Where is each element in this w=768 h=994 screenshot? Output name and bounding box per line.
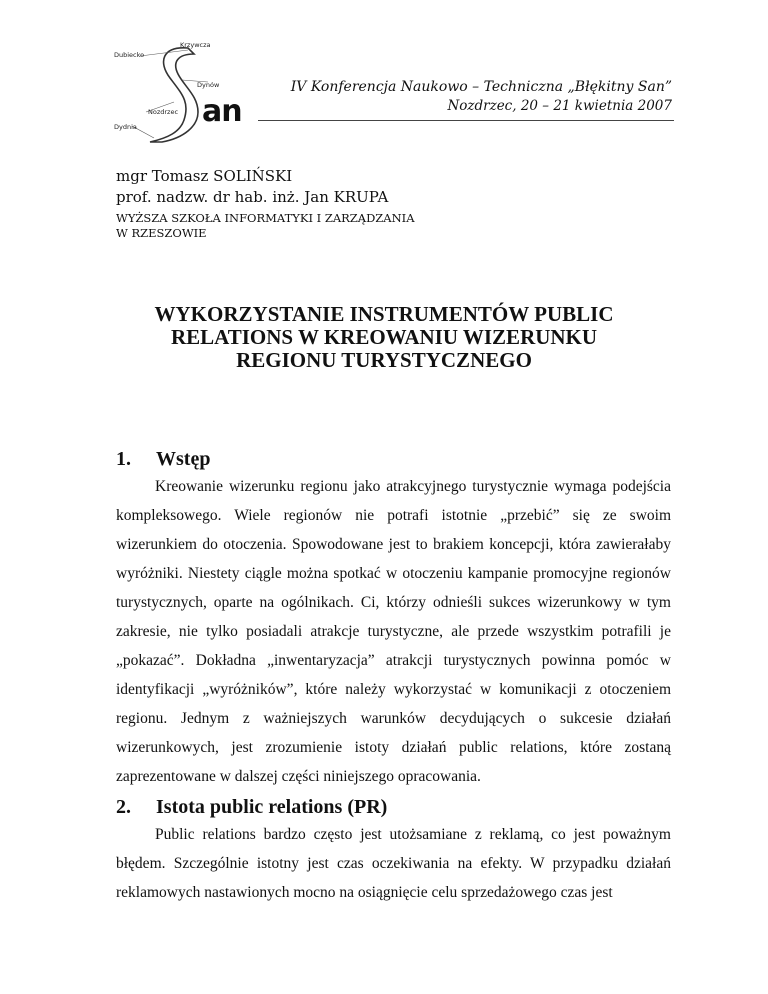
logo-wordmark: an: [202, 94, 242, 129]
conference-place-date: Nozdrzec, 20 – 21 kwietnia 2007: [447, 98, 672, 114]
section-number: 1.: [116, 448, 131, 470]
section-paragraph: Kreowanie wizerunku regionu jako atrakcyjnego turystycznie wymaga podejścia kompleksowego. Wiele regionów nie potrafi istotnie „przebić” się ze swoim wizerunkiem do otoczenia. Spowodowane jest to brakiem koncepcji, która zawierałaby wyróżniki. Niestety ciągle można spotkać w otoczeniu kampanie promocyjne regionów turystycznych, oparte na ogólnikach. Ci, którzy odnieśli sukces wizerunkowy w tym zakresie, nie tylko posiadali atrakcje turystyczne, ale przede wszystkim potrafili je „pokazać”. Dokładna „inwentaryzacja” atrakcji turystycznych powinna pomóc w identyfikacji „wyróżników”, które należy wykorzystać w komunikacji z otoczeniem regionu. Jednym z ważniejszych warunków decydujących o sukcesie działań wizerunkowych, jest zrozumienie istoty działań public relations, które zostaną zaprezentowane w dalszej części niniejszego opracowania.: [116, 478, 671, 785]
paper-title: [116, 303, 652, 372]
title-line: RELATIONS W KREOWANIU WIZERUNKU: [170, 325, 598, 349]
title-line: REGIONU TURYSTYCZNEGO: [236, 348, 532, 372]
logo-town-label: Dynów: [197, 81, 220, 89]
section-number: 2.: [116, 796, 131, 818]
logo-town-label: Dubiecko: [114, 51, 145, 59]
section-title: Wstęp: [156, 448, 211, 470]
conference-title: IV Konferencja Naukowo – Techniczna „Błękitny San”: [290, 79, 672, 95]
conference-logo: [110, 40, 250, 150]
section-heading: [116, 796, 387, 819]
title-line: WYKORZYSTANIE INSTRUMENTÓW PUBLIC: [154, 302, 614, 326]
logo-town-label: Krzywcza: [180, 41, 211, 49]
institution-line: WYŻSZA SZKOŁA INFORMATYKI I ZARZĄDZANIA: [116, 211, 415, 225]
section-paragraph: Public relations bardzo często jest utożsamiane z reklamą, co jest poważnym błędem. Szczególnie istotny jest czas oczekiwania na efekty. W przypadku działań reklamowych nastawionych mocno na osiągnięcie celu sprzedażowego czas jest: [116, 826, 671, 901]
author-name: mgr Tomasz SOLIŃSKI: [116, 167, 293, 185]
author-name: prof. nadzw. dr hab. inż. Jan KRUPA: [116, 188, 389, 206]
logo-town-label: Dydnia: [114, 123, 137, 131]
header-divider: [258, 120, 674, 121]
author-list: [116, 166, 388, 208]
logo-town-label: Nozdrzec: [148, 108, 179, 116]
section-title: Istota public relations (PR): [156, 796, 388, 818]
institution-line: W RZESZOWIE: [116, 226, 207, 240]
institution-name: [116, 211, 415, 241]
section-heading: [116, 448, 210, 471]
